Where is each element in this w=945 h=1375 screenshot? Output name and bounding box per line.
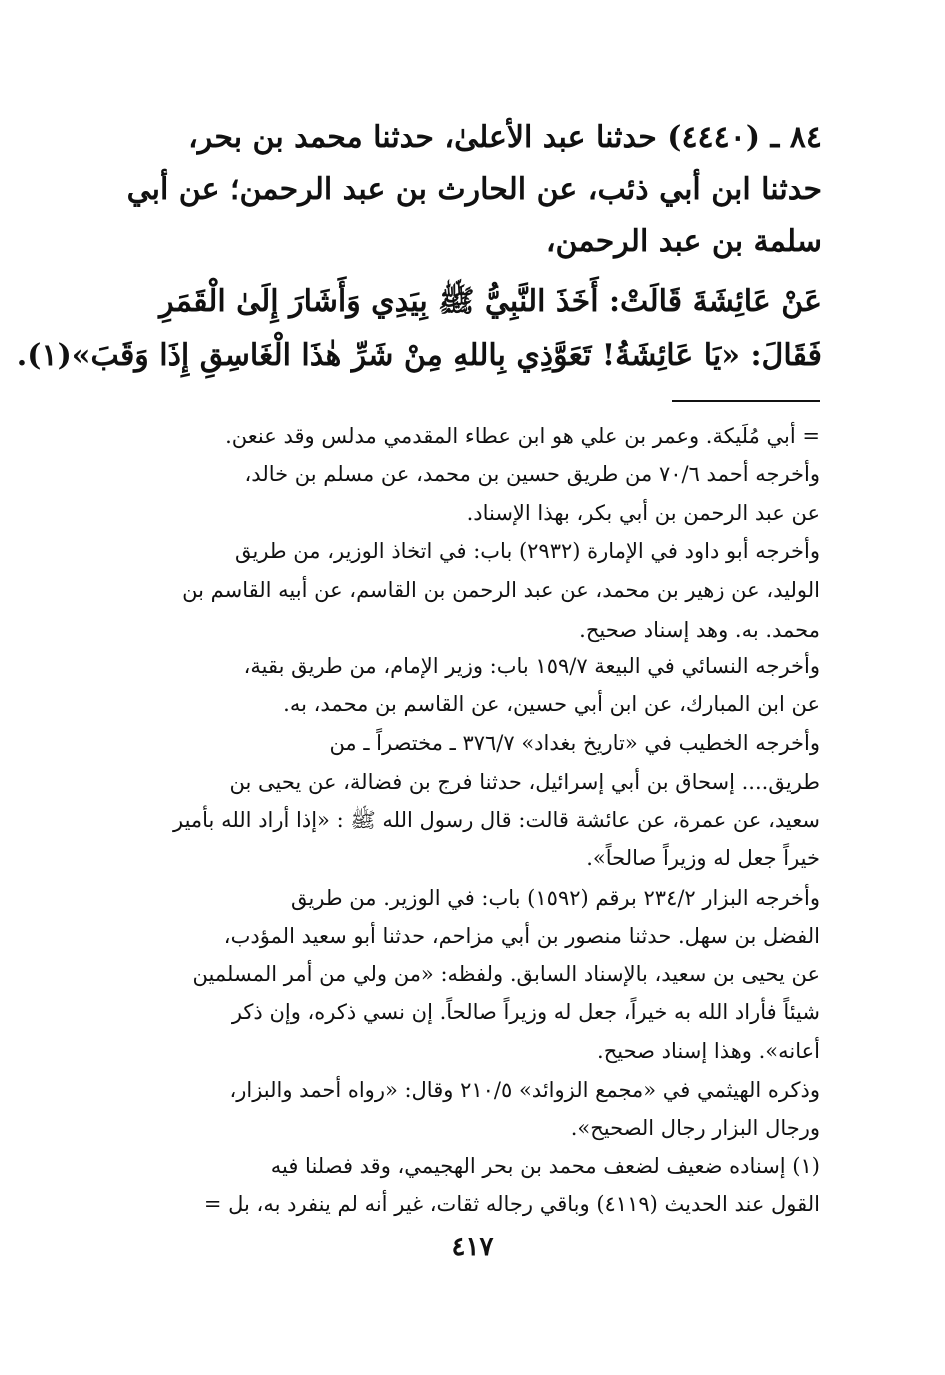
footnote-line: (١) إسناده ضعيف لضعف محمد بن بحر الهجيمي، وقد فصلنا فيه bbox=[270, 1154, 820, 1178]
hadith-isnad-line: ٨٤ ـ (٤٤٤٠) حدثنا عبد الأعلىٰ، حدثنا محمد بن بحر، bbox=[188, 120, 822, 155]
hadith-matn-line: فَقَالَ: «يَا عَائِشَةُ! تَعَوَّذِي بِاللهِ مِنْ شَرِّ هٰذَا الْغَاسِقِ إِذَا وَقَبَ»(١). bbox=[16, 338, 822, 373]
footnote-line: عن يحيى بن سعيد، بالإسناد السابق. ولفظه: «من ولي من أمر المسلمين bbox=[192, 962, 820, 986]
footnote-line: عن عبد الرحمن بن أبي بكر، بهذا الإسناد. bbox=[466, 501, 820, 525]
footnote-line: وأخرجه الخطيب في «تاريخ بغداد» ٣٧٦/٧ ـ مختصراً ـ من bbox=[329, 731, 820, 755]
footnote-line: الوليد، عن زهير بن محمد، عن عبد الرحمن بن القاسم، عن أبيه القاسم بن bbox=[182, 578, 820, 602]
footnote-line: القول عند الحديث (٤١١٩) وباقي رجاله ثقات، غير أنه لم ينفرد به، بل = bbox=[203, 1192, 820, 1216]
hadith-matn-line: عَنْ عَائِشَةَ قَالَتْ: أَخَذَ النَّبِيُّ ﷺ بِيَدِي وَأَشَارَ إِلَىٰ الْقَمَرِ bbox=[159, 284, 822, 319]
footnote-line: وأخرجه أبو داود في الإمارة (٢٩٣٢) باب: في اتخاذ الوزير، من طريق bbox=[234, 539, 820, 563]
footnote-line: محمد. به. وهد إسناد صحيح. bbox=[579, 618, 820, 642]
footnote-line: وأخرجه أحمد ٧٠/٦ من طريق حسين بن محمد، عن مسلم بن خالد، bbox=[244, 462, 820, 486]
footnote-separator bbox=[672, 400, 820, 402]
page-number: ٤١٧ bbox=[451, 1232, 494, 1262]
footnote-line: = أبي مُلَيكة. وعمر بن علي هو ابن عطاء المقدمي مدلس وقد عنعن. bbox=[225, 424, 820, 448]
footnote-line: خيراً جعل له وزيراً صالحاً». bbox=[586, 846, 820, 870]
hadith-isnad-line: حدثنا ابن أبي ذئب، عن الحارث بن عبد الرحمن؛ عن أبي bbox=[126, 172, 822, 207]
footnote-line: ورجال البزار رجال الصحيح». bbox=[570, 1116, 820, 1140]
footnote-line: وأخرجه النسائي في البيعة ١٥٩/٧ باب: وزير الإمام، من طريق بقية، bbox=[243, 654, 820, 678]
footnote-line: طريق.... إسحاق بن أبي إسرائيل، حدثنا فرج بن فضالة، عن يحيى بن bbox=[229, 770, 820, 794]
footnote-line: وأخرجه البزار ٢٣٤/٢ برقم (١٥٩٢) باب: في الوزير. من طريق bbox=[290, 886, 820, 910]
footnote-line: الفضل بن سهل. حدثنا منصور بن أبي مزاحم، حدثنا أبو سعيد المؤدب، bbox=[223, 924, 820, 948]
hadith-isnad-line: سلمة بن عبد الرحمن، bbox=[545, 224, 822, 259]
footnote-line: سعيد، عن عمرة، عن عائشة قالت: قال رسول الله ﷺ : «إذا أراد الله بأمير bbox=[172, 808, 820, 832]
footnote-line: وذكره الهيثمي في «مجمع الزوائد» ٢١٠/٥ وقال: «رواه أحمد والبزار، bbox=[229, 1078, 820, 1102]
footnote-line: أعانه». وهذا إسناد صحيح. bbox=[597, 1039, 820, 1063]
footnote-line: شيئاً فأراد الله به خيراً، جعل له وزيراً صالحاً. إن نسي ذكره، وإن ذكر bbox=[231, 1000, 820, 1024]
footnote-line: عن ابن المبارك، عن ابن أبي حسين، عن القاسم بن محمد، به. bbox=[283, 692, 820, 716]
